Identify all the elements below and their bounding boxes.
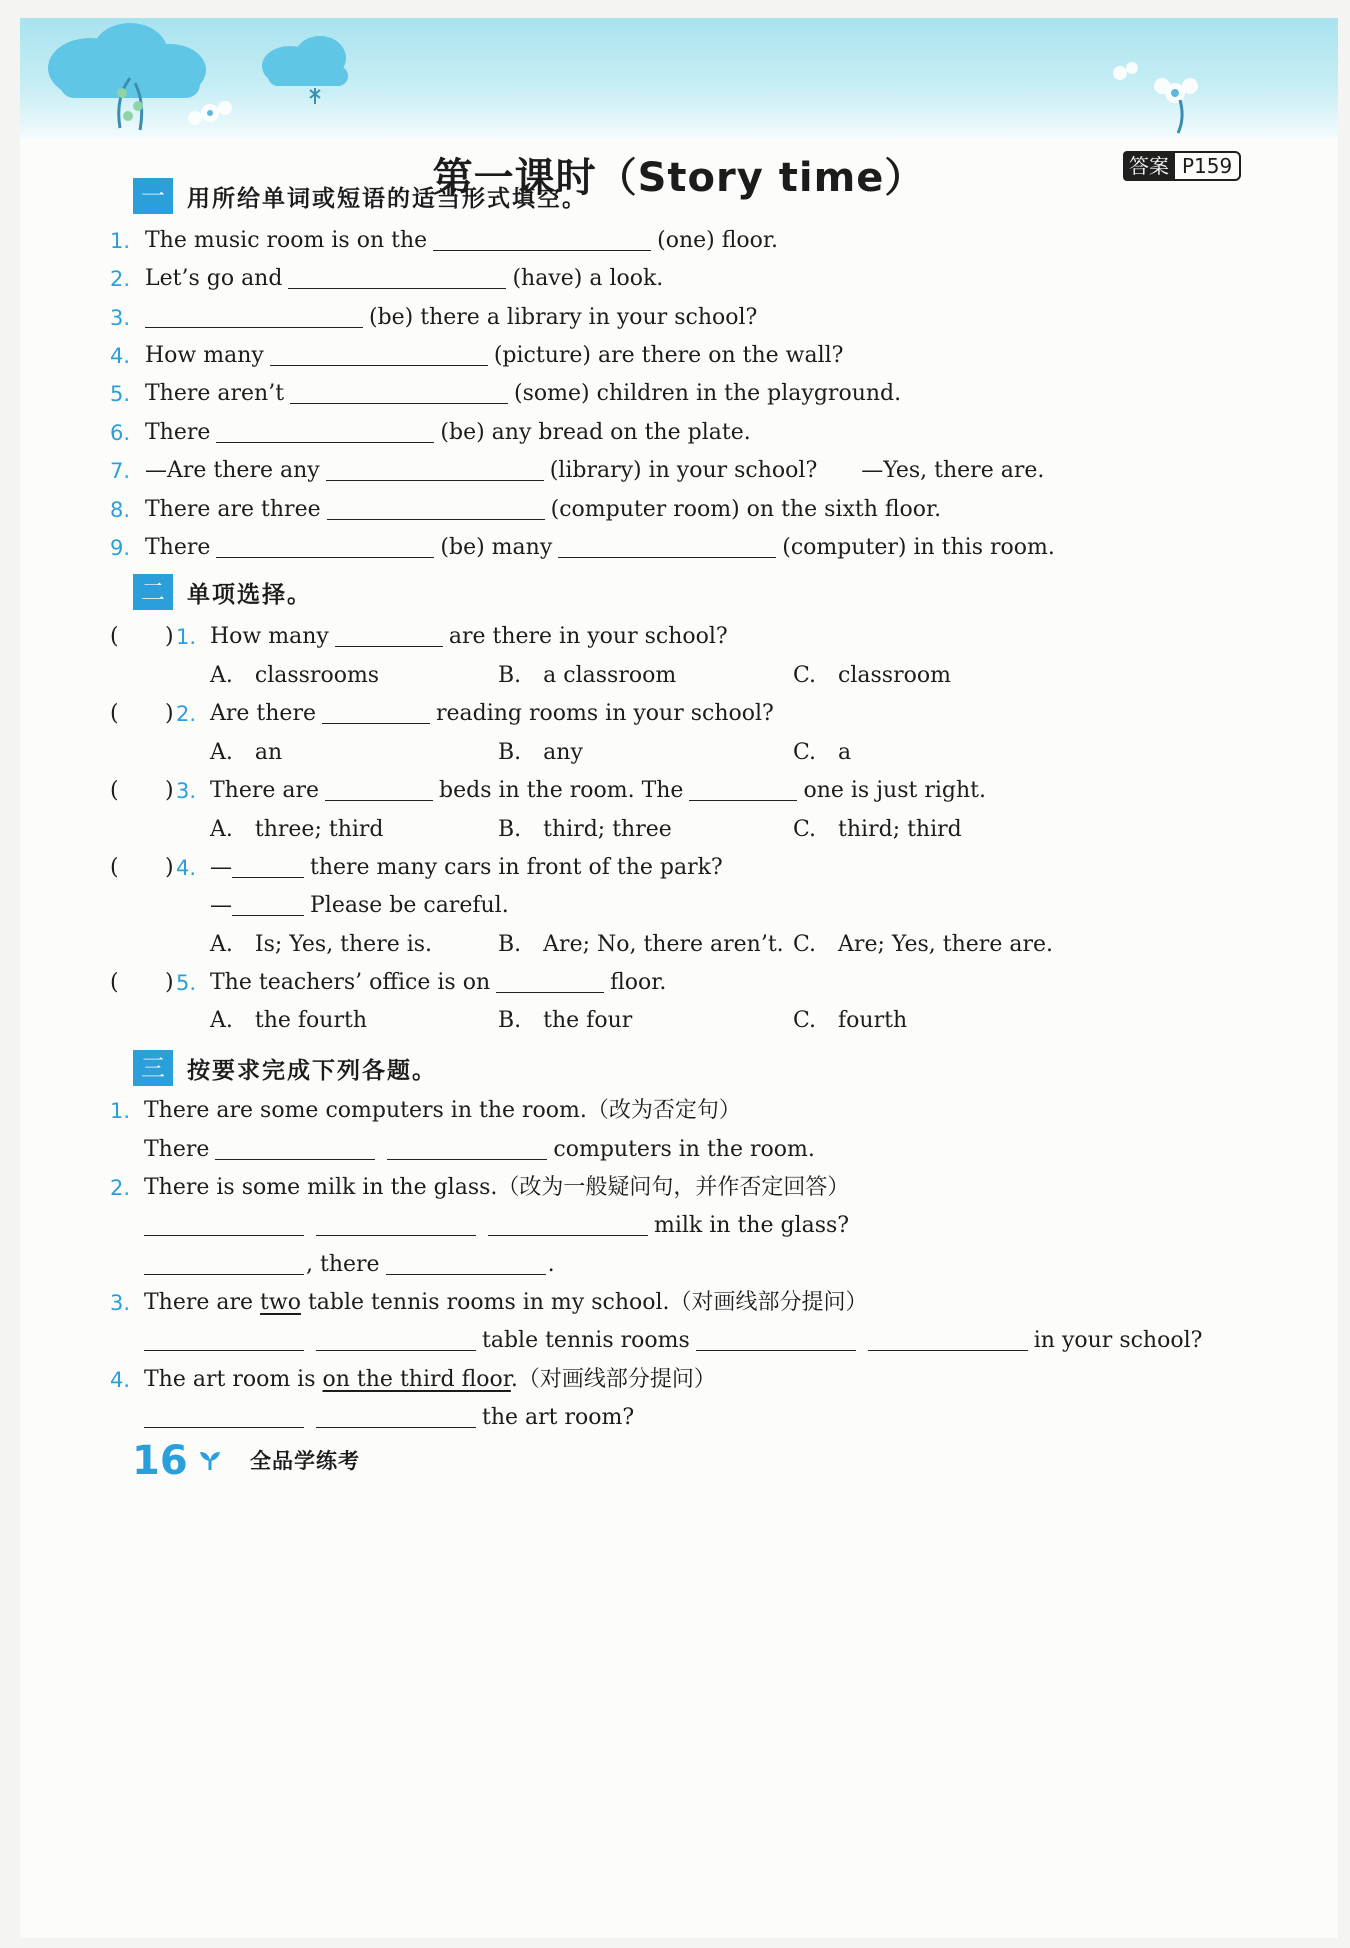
item-number: 1. (110, 229, 131, 253)
answer-blank[interactable] (322, 701, 430, 724)
choice-question-reply: — Please be careful. (210, 893, 509, 918)
choice-question: Are there reading rooms in your school? (210, 701, 774, 726)
answer-blank[interactable] (316, 1213, 476, 1236)
answer-page-ref: P159 (1175, 151, 1241, 181)
option-c[interactable]: C. fourth (793, 1008, 908, 1033)
option-a[interactable]: A. classrooms (210, 663, 380, 688)
item-number: 1. (176, 625, 197, 649)
option-c[interactable]: C. Are; Yes, there are. (793, 932, 1053, 957)
section-2-header (133, 574, 312, 610)
item-number: 1. (110, 1099, 131, 1123)
answer-blank[interactable] (387, 1137, 547, 1160)
transform-question: There are some computers in the room.（改为否定句） (144, 1098, 741, 1123)
item-number: 7. (110, 459, 131, 483)
item-number: 2. (176, 702, 197, 726)
option-b[interactable]: B. a classroom (498, 663, 677, 688)
underlined-phrase: on the third floor (322, 1367, 511, 1392)
option-b[interactable]: B. the four (498, 1008, 633, 1033)
answer-blank[interactable] (326, 458, 544, 481)
fill-item: There (be) any bread on the plate. (145, 420, 751, 445)
option-b[interactable]: B. any (498, 740, 583, 765)
fill-item: There are three (computer room) on the sixth floor. (145, 497, 942, 522)
answer-paren-open[interactable]: ( (110, 778, 119, 803)
answer-blank[interactable] (689, 778, 797, 801)
answer-blank[interactable] (316, 1405, 476, 1428)
transform-question: The art room is on the third floor.（对画线部分提问） (144, 1367, 716, 1392)
option-a[interactable]: A. Is; Yes, there is. (210, 932, 433, 957)
leaf-icon (198, 1450, 222, 1472)
section-3-header (133, 1050, 437, 1086)
fill-item: How many (picture) are there on the wall? (145, 343, 844, 368)
answer-blank[interactable] (558, 535, 776, 558)
section-3-badge: 三 (133, 1050, 173, 1086)
answer-blank[interactable] (145, 305, 363, 328)
item-number: 4. (110, 344, 131, 368)
section-1-badge: 一 (133, 178, 173, 214)
answer-blank[interactable] (433, 228, 651, 251)
item-number: 9. (110, 536, 131, 560)
item-number: 2. (110, 1176, 131, 1200)
worksheet-page (20, 18, 1338, 1938)
option-c[interactable]: C. third; third (793, 817, 962, 842)
answer-blank[interactable] (386, 1252, 546, 1275)
fill-item: Let’s go and (have) a look. (145, 266, 664, 291)
answer-blank[interactable] (335, 624, 443, 647)
answer-paren-close: ) (165, 778, 174, 803)
fill-item: —Are there any (library) in your school? —Yes, there are. (145, 458, 1045, 483)
choice-question: There are beds in the room. The one is just right. (210, 778, 986, 803)
option-a[interactable]: A. the fourth (210, 1008, 367, 1033)
option-c[interactable]: C. classroom (793, 663, 951, 688)
item-number: 4. (176, 856, 197, 880)
choice-question: — there many cars in front of the park? (210, 855, 723, 880)
choice-question: The teachers’ office is on floor. (210, 970, 667, 995)
item-number: 5. (176, 971, 197, 995)
answer-paren-open[interactable]: ( (110, 970, 119, 995)
banner-illustration (20, 18, 1338, 138)
answer-reference (1123, 151, 1241, 181)
answer-paren-open[interactable]: ( (110, 701, 119, 726)
answer-blank[interactable] (325, 778, 433, 801)
transform-answer-reply: , there . (144, 1250, 555, 1280)
answer-blank[interactable] (216, 535, 434, 558)
section-3-title: 按要求完成下列各题。 (187, 1057, 437, 1084)
answer-blank[interactable] (216, 420, 434, 443)
answer-blank[interactable] (316, 1328, 476, 1351)
option-c[interactable]: C. a (793, 740, 852, 765)
answer-blank[interactable] (144, 1252, 304, 1275)
item-number: 8. (110, 498, 131, 522)
answer-blank[interactable] (215, 1137, 375, 1160)
option-a[interactable]: A. three; third (210, 817, 384, 842)
answer-blank[interactable] (496, 970, 604, 993)
transform-answer: the art room? (144, 1403, 634, 1433)
choice-question: How many are there in your school? (210, 624, 728, 649)
item-number: 3. (110, 1291, 131, 1315)
answer-blank[interactable] (144, 1405, 304, 1428)
fill-item: There (be) many (computer) in this room. (145, 535, 1055, 560)
section-1-header (133, 178, 587, 214)
option-a[interactable]: A. an (210, 740, 283, 765)
answer-blank[interactable] (232, 893, 304, 916)
answer-blank[interactable] (144, 1328, 304, 1351)
answer-blank[interactable] (270, 343, 488, 366)
answer-paren-close: ) (165, 970, 174, 995)
answer-blank[interactable] (696, 1328, 856, 1351)
underlined-phrase: two (260, 1290, 301, 1315)
answer-paren-open[interactable]: ( (110, 855, 119, 880)
section-2-title: 单项选择。 (187, 581, 312, 608)
transform-answer: table tennis rooms in your school? (144, 1326, 1202, 1356)
answer-label: 答案 (1123, 151, 1175, 181)
option-b[interactable]: B. Are; No, there aren’t. (498, 932, 784, 957)
item-number: 5. (110, 382, 131, 406)
transform-answer: There computers in the room. (144, 1137, 815, 1162)
answer-paren-close: ) (165, 624, 174, 649)
fill-item: (be) there a library in your school? (145, 303, 757, 333)
answer-paren-close: ) (165, 855, 174, 880)
page-number: 16 (132, 1438, 188, 1484)
transform-answer: milk in the glass? (144, 1211, 849, 1241)
answer-blank[interactable] (488, 1213, 648, 1236)
header-banner (20, 18, 1338, 138)
fill-item: The music room is on the (one) floor. (145, 228, 779, 253)
answer-paren-close: ) (165, 701, 174, 726)
answer-blank[interactable] (868, 1328, 1028, 1351)
answer-blank[interactable] (327, 497, 545, 520)
transform-question: There is some milk in the glass.（改为一般疑问句，并作否定回答） (144, 1175, 850, 1200)
item-number: 2. (110, 267, 131, 291)
answer-blank[interactable] (232, 855, 304, 878)
item-number: 3. (110, 306, 131, 330)
page-title: 第一课时（Story time） (432, 155, 926, 201)
answer-paren-open[interactable]: ( (110, 624, 119, 649)
item-number: 3. (176, 779, 197, 803)
publisher-brand: 全品学练考 (250, 1449, 360, 1473)
answer-blank[interactable] (288, 266, 506, 289)
item-number: 6. (110, 421, 131, 445)
section-1-title: 用所给单词或短语的适当形式填空。 (187, 185, 587, 212)
transform-question: There are two table tennis rooms in my school.（对画线部分提问） (144, 1290, 868, 1315)
item-number: 4. (110, 1368, 131, 1392)
option-b[interactable]: B. third; three (498, 817, 672, 842)
answer-blank[interactable] (144, 1213, 304, 1236)
answer-blank[interactable] (290, 381, 508, 404)
section-2-badge: 二 (133, 574, 173, 610)
fill-item: There aren’t (some) children in the playground. (145, 381, 902, 406)
